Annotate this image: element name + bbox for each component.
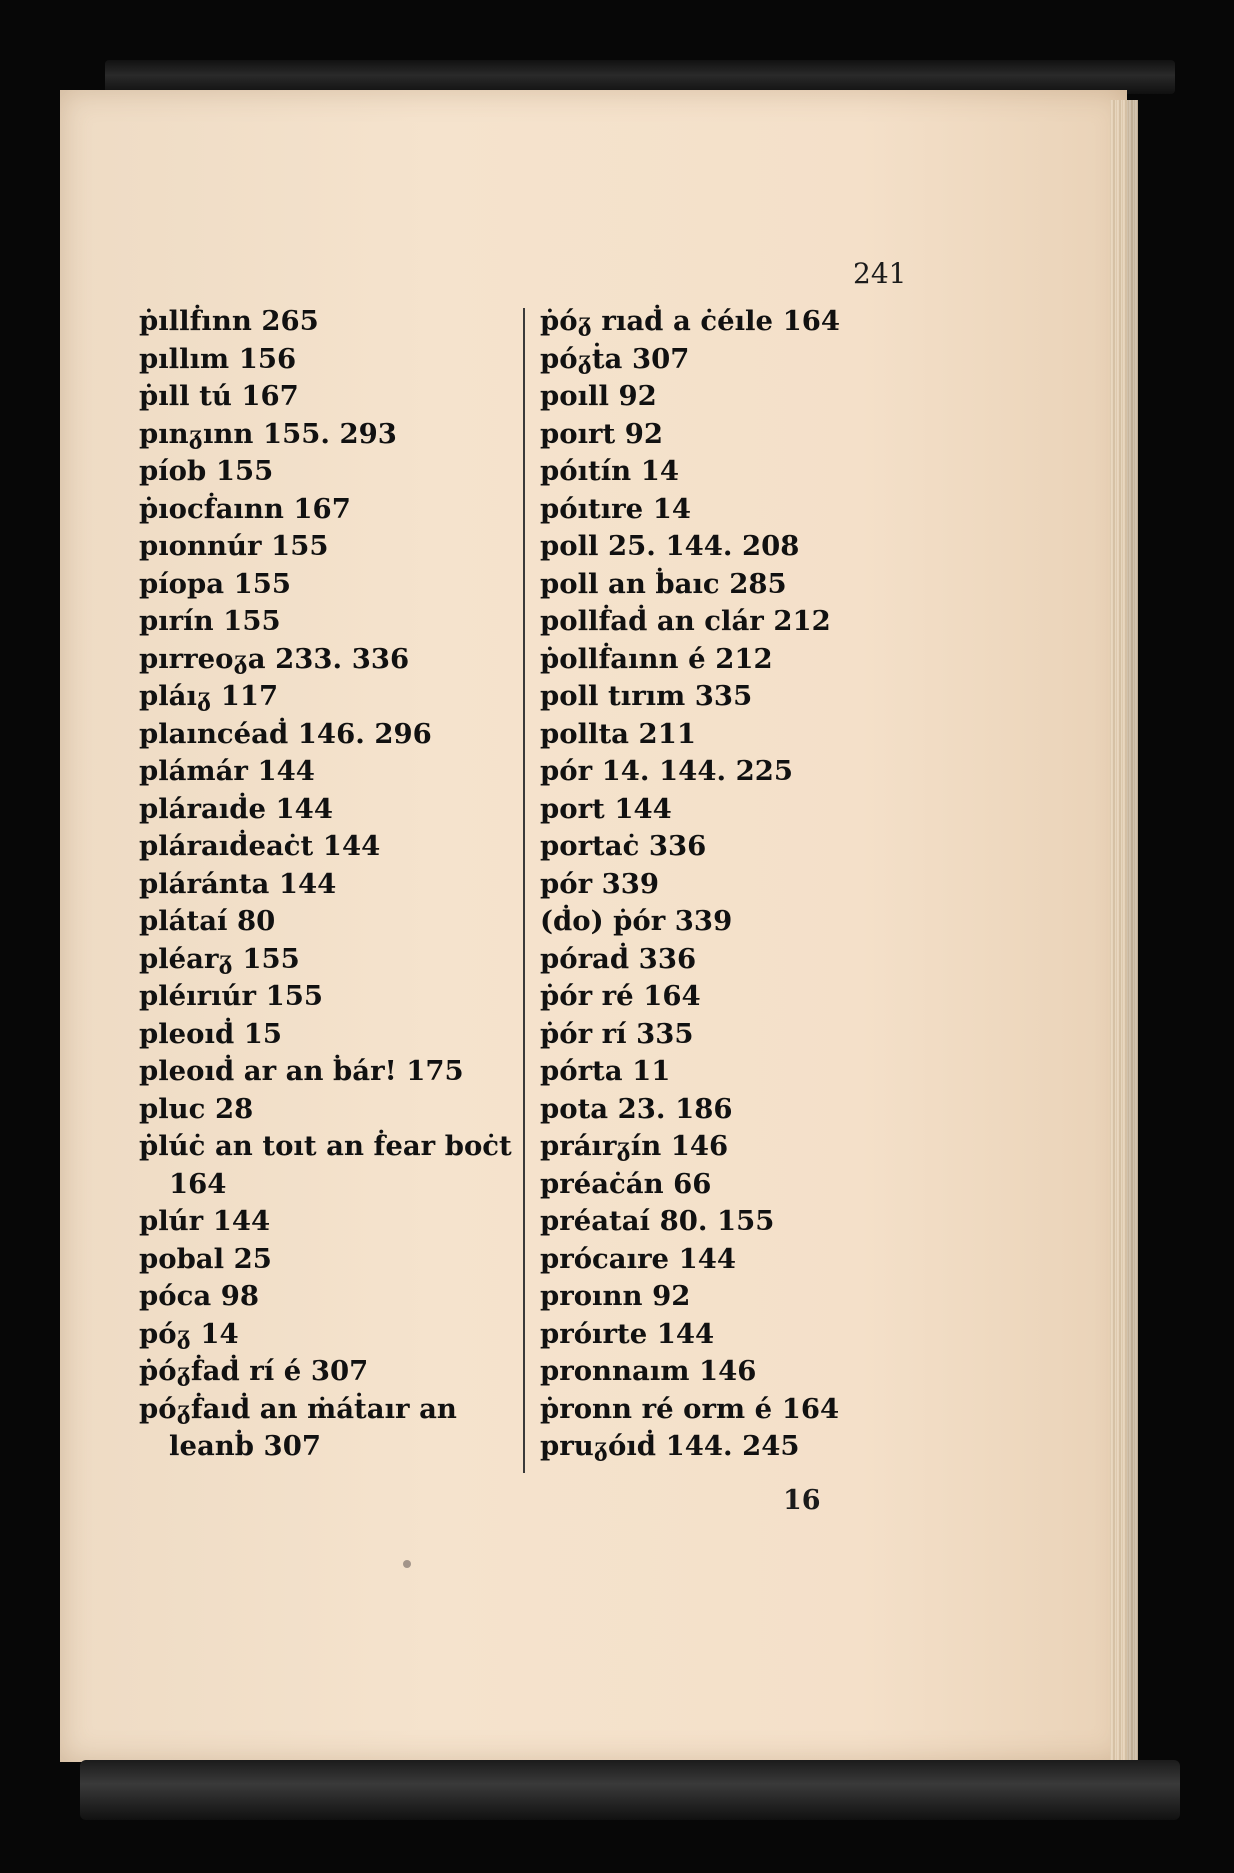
index-entry: préataí 80. 155 <box>540 1205 775 1237</box>
index-entry: pota 23. 186 <box>540 1092 733 1125</box>
index-entry: plárаıḋeaċt 144 <box>139 830 381 862</box>
index-entry: pırreoᵹa 233. 336 <box>139 642 410 675</box>
page-number: 241 <box>853 257 907 290</box>
index-entry: pleoıḋ 15 <box>139 1017 283 1050</box>
index-entry: pleoıḋ ar an ḃár! 175 <box>139 1055 464 1087</box>
index-entry: pléarᵹ 155 <box>139 942 300 975</box>
index-entry: ṗóᵹḟaḋ rí é 307 <box>139 1355 369 1387</box>
index-entry: (ḋo) ṗór 339 <box>540 905 733 937</box>
index-entry: poll an ḃaıc 285 <box>540 567 787 600</box>
index-column-left <box>139 303 519 1466</box>
index-entry: póᵹḟaıḋ an ṁáṫaır an leanḃ 307 <box>139 1392 457 1462</box>
index-entry: ṗronn ré orm é 164 <box>540 1392 840 1425</box>
index-entry: poll tırım 335 <box>540 680 753 712</box>
index-entry: ṗlúċ an toıt an ḟear boċt 164 <box>139 1130 512 1200</box>
index-entry: pór 14. 144. 225 <box>540 755 794 787</box>
page-edges <box>1110 100 1138 1760</box>
index-entry: plúr 144 <box>139 1205 271 1237</box>
index-entry: próırte 144 <box>540 1317 715 1350</box>
index-entry: ṗollḟaınn é 212 <box>540 642 773 675</box>
index-entry: póraḋ 336 <box>540 942 697 975</box>
index-entry: ṗór ré 164 <box>540 980 701 1012</box>
index-entry: prócaıre 144 <box>540 1242 737 1275</box>
index-column-right <box>540 303 960 1466</box>
index-entry: póıtín 14 <box>540 455 680 487</box>
index-entry: plátaí 80 <box>139 905 276 937</box>
index-entry: pléırıúr 155 <box>139 980 324 1012</box>
index-entry: póᵹ 14 <box>139 1317 239 1350</box>
index-entry: píob 155 <box>139 455 274 487</box>
index-entry: poırt 92 <box>540 417 664 450</box>
index-entry: pluc 28 <box>139 1092 254 1125</box>
sleeve-top-edge <box>105 60 1175 94</box>
index-entry: ṗıocḟaınn 167 <box>139 492 351 525</box>
index-entry: pınᵹınn 155. 293 <box>139 417 397 450</box>
column-divider <box>523 308 525 1473</box>
index-entry: poll 25. 144. 208 <box>540 530 800 562</box>
signature-mark: 16 <box>783 1485 821 1516</box>
index-entry: pollta 211 <box>540 717 696 750</box>
index-entry: portaċ 336 <box>540 830 707 862</box>
index-entry: pláıᵹ 117 <box>139 680 279 712</box>
index-entry: ṗóᵹ rıaḋ a ċéıle 164 <box>540 305 840 337</box>
index-entry: plámár 144 <box>139 755 315 787</box>
index-entry: plárаıḋe 144 <box>139 792 333 825</box>
index-entry: pláránta 144 <box>139 867 337 900</box>
index-entry: píopa 155 <box>139 567 292 600</box>
index-entry: port 144 <box>540 792 672 825</box>
index-entry: plaıncéaḋ 146. 296 <box>139 717 432 750</box>
index-entry: pıonnúr 155 <box>139 530 329 562</box>
index-entry: ṗıllḟınn 265 <box>139 305 319 337</box>
index-entry: póıtıre 14 <box>540 492 691 525</box>
index-entry: pobal 25 <box>139 1242 272 1275</box>
index-entry: préaċán 66 <box>540 1167 712 1200</box>
index-entry: poıll 92 <box>540 380 657 412</box>
index-entry: pronnaım 146 <box>540 1355 757 1387</box>
paper-spot <box>403 1560 411 1568</box>
index-entry: pórta 11 <box>540 1055 671 1087</box>
index-entry: póᵹṫa 307 <box>540 342 690 375</box>
index-entry: pruᵹóıḋ 144. 245 <box>540 1430 800 1462</box>
sleeve-bottom-edge <box>80 1760 1180 1820</box>
index-entry: práırᵹín 146 <box>540 1130 729 1162</box>
index-entry: pór 339 <box>540 867 660 900</box>
index-entry: pollḟaḋ an clár 212 <box>540 605 831 637</box>
index-entry: ṗıll tú 167 <box>139 380 299 412</box>
index-entry: ṗór rí 335 <box>540 1017 694 1050</box>
index-entry: pırín 155 <box>139 605 281 637</box>
index-entry: proınn 92 <box>540 1280 691 1312</box>
index-entry: pıllım 156 <box>139 342 297 375</box>
index-entry: póca 98 <box>139 1280 259 1312</box>
